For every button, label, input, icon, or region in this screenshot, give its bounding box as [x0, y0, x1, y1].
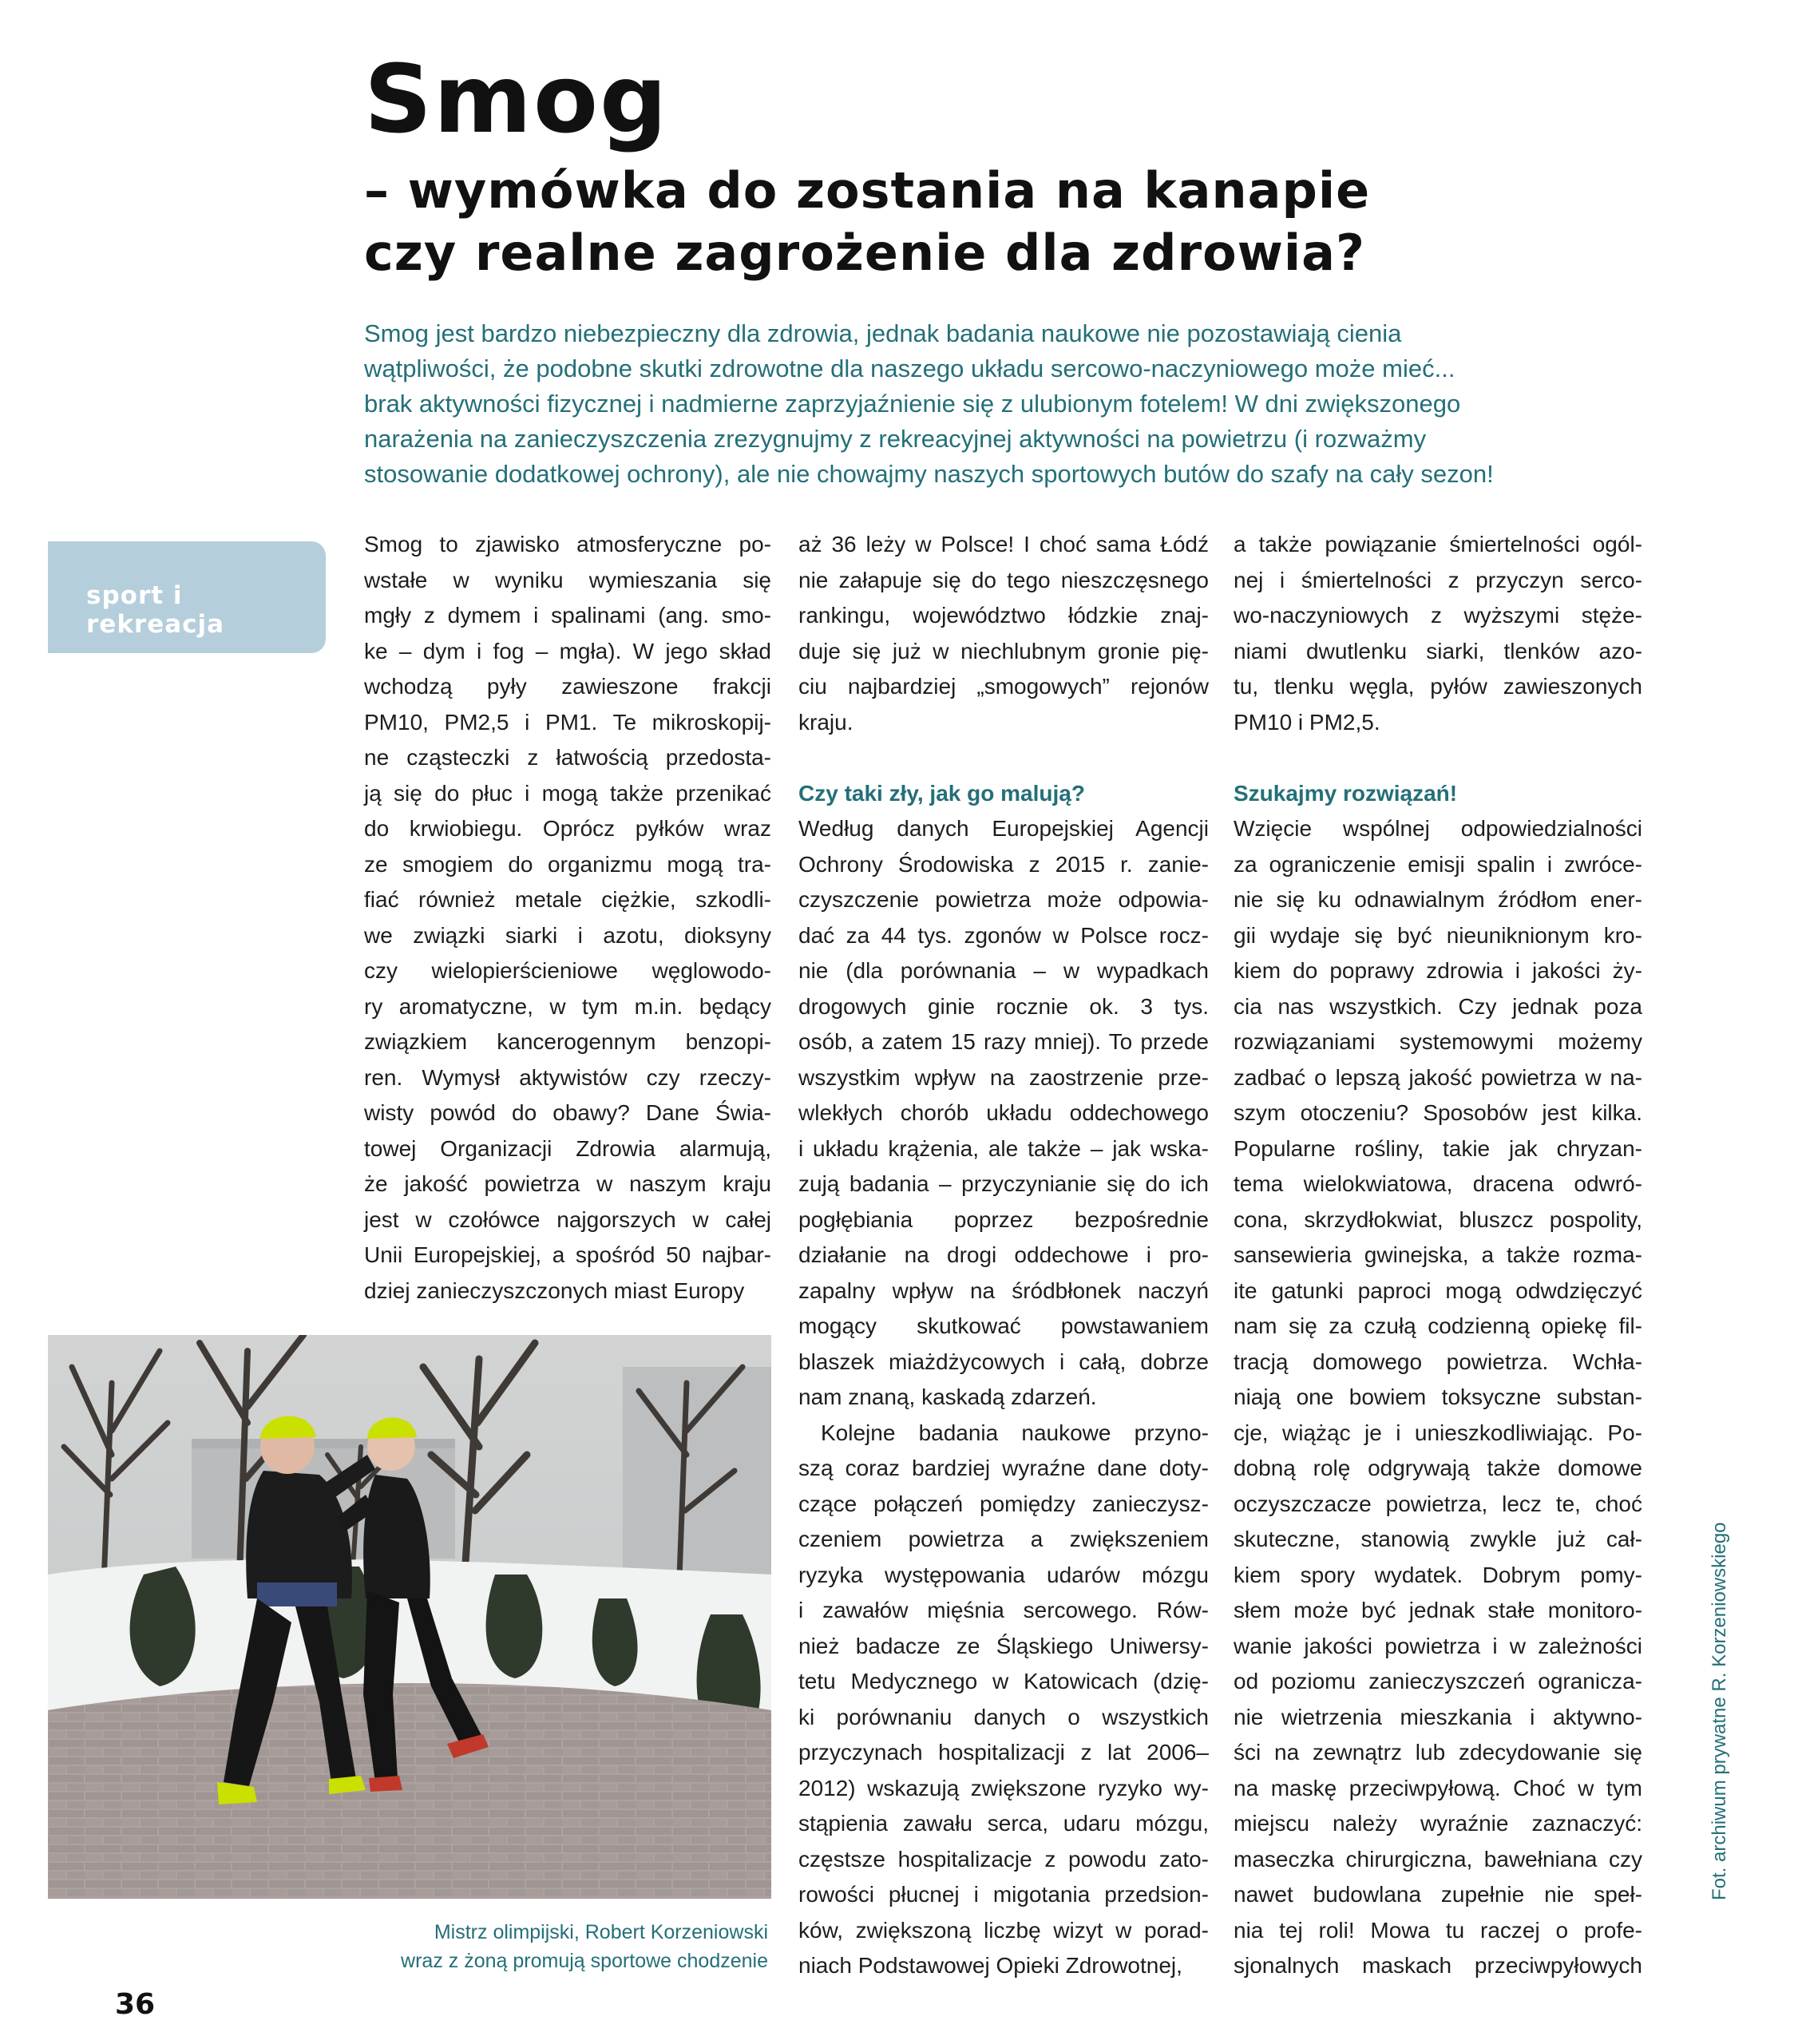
page-number: 36 — [115, 1988, 156, 2021]
lead-line: wątpliwości, że podobne skutki zdrowotne dla naszego układu sercowo-naczyniowego może mieć... — [364, 355, 1455, 382]
body-text-line: pogłębiania poprzez bezpośrednie — [798, 1206, 1209, 1232]
body-text-line: cona, skrzydłokwiat, bluszcz pospolity, — [1234, 1206, 1642, 1232]
body-text-line: zapalny wpływ na śródbłonek naczyń — [798, 1278, 1209, 1303]
article-lead — [364, 316, 1673, 492]
body-text-line: maseczka chirurgiczna, bawełniana czy — [1234, 1846, 1642, 1872]
caption-line: Mistrz olimpijski, Robert Korzeniowski — [434, 1921, 768, 1943]
body-text-line: ków, zwiększoną liczbę wizyt w porad- — [798, 1917, 1209, 1943]
column-2 — [798, 527, 1209, 1984]
photo-runners-in-snowy-park — [48, 1335, 771, 1899]
body-text-line: ze smogiem do organizmu mogą tra- — [364, 851, 771, 877]
article-photo — [48, 1335, 771, 1899]
body-text-line: że jakość powietrza w naszym kraju — [364, 1171, 771, 1196]
body-text-line: nie (dla porównania – w wypadkach — [798, 958, 1209, 983]
lead-line: narażenia na zanieczyszczenia zrezygnujmy z rekreacyjnej aktywności na powietrzu (i rozważmy — [364, 425, 1427, 453]
body-text-line: rankingu, województwo łódzkie znaj- — [798, 603, 1209, 628]
body-text-line: sansewieria gwinejska, a także rozma- — [1234, 1242, 1642, 1267]
body-text-line: Popularne rośliny, takie jak chryzan- — [1234, 1135, 1642, 1161]
section-heading: Szukajmy rozwiązań! — [1234, 780, 1458, 806]
body-text-line: Ochrony Środowiska z 2015 r. zanie- — [798, 851, 1209, 877]
body-text-line: nia tej roli! Mowa tu raczej o profe- — [1234, 1917, 1642, 1943]
lead-line: brak aktywności fizycznej i nadmierne zaprzyjaźnienie się z ulubionym fotelem! W dni zwiększonego — [364, 390, 1461, 418]
body-text-line: od poziomu zanieczyszczeń ogranicza- — [1234, 1669, 1642, 1693]
subtitle-line: – wymówka do zostania na kanapie — [364, 161, 1371, 220]
article-title: Smog — [364, 44, 669, 154]
body-text-line: wszystkim wpływ na zaostrzenie prze- — [798, 1064, 1209, 1090]
column-1 — [364, 527, 771, 1309]
body-text-line: tracją domowego powietrza. Wchła- — [1234, 1349, 1642, 1374]
body-text-line: słem może być jednak stałe monitoro- — [1234, 1598, 1642, 1622]
body-text-line: gii wydaje się być nieuniknionym kro- — [1234, 922, 1642, 948]
body-text-line: 2012) wskazują zwiększone ryzyko wy- — [798, 1775, 1209, 1800]
body-text-line: tema wielokwiatowa, dracena odwró- — [1234, 1171, 1642, 1196]
section-tab — [48, 541, 326, 653]
body-text-line: nej i śmiertelności z przyczyn serco- — [1234, 567, 1642, 592]
body-text-line: ciu najbardziej „smogowych” rejonów — [798, 674, 1209, 699]
body-text-line: stąpienia zawału serca, udaru mózgu, — [798, 1811, 1209, 1836]
body-text-line: ryzyka występowania udarów mózgu — [798, 1562, 1209, 1587]
body-text-line: skuteczne, stanowią zwykle już cał- — [1234, 1527, 1642, 1551]
body-text-line: nam się za czułą codzienną opiekę fil- — [1234, 1313, 1642, 1338]
body-text-line: Według danych Europejskiej Agencji — [798, 816, 1209, 841]
body-text-line: częstsze hospitalizacje z powodu zato- — [798, 1846, 1209, 1872]
body-text-line: Wzięcie wspólnej odpowiedzialności — [1234, 816, 1642, 841]
body-text-line: niach Podstawowej Opieki Zdrowotnej, — [798, 1953, 1182, 1978]
column-3 — [1234, 527, 1642, 1984]
body-text-line: Smog to zjawisko atmosferyczne po- — [364, 532, 771, 557]
lead-line: stosowanie dodatkowej ochrony), ale nie chowajmy naszych sportowych butów do szafy na cały sezon! — [364, 460, 1494, 488]
body-text-line: dobną rolę odgrywają także domowe — [1234, 1456, 1642, 1480]
body-text-line: kraju. — [798, 709, 853, 735]
body-text-line: czyszczenie powietrza może odpowia- — [798, 887, 1209, 912]
article-subtitle — [364, 160, 1370, 284]
body-text-line: zadbać o lepszą jakość powietrza w na- — [1234, 1064, 1642, 1090]
body-text-line: wanie jakości powietrza i w zależności — [1234, 1633, 1642, 1658]
body-text-line: ite gatunki paproci mogą odwdzięczyć — [1234, 1278, 1642, 1303]
body-text-line: Kolejne badania naukowe przyno- — [821, 1420, 1209, 1445]
body-text-line: przyczynach hospitalizacji z lat 2006– — [798, 1740, 1209, 1765]
body-text-line: ści na zewnątrz lub zdecydowanie się — [1234, 1740, 1642, 1765]
body-text-line: dziej zanieczyszczonych miast Europy — [364, 1278, 745, 1303]
body-text-line: czy wielopierścieniowe węglowodo- — [364, 958, 771, 983]
body-text-line: PM10, PM2,5 i PM1. Te mikroskopij- — [364, 709, 771, 735]
body-text-line: PM10 i PM2,5. — [1234, 709, 1380, 735]
body-text-line: osób, a zatem 15 razy mniej). To przede — [798, 1029, 1209, 1054]
body-text-line: związkiem kancerogennym benzopi- — [364, 1029, 771, 1054]
body-text-line: towej Organizacji Zdrowia alarmują, — [364, 1135, 771, 1161]
body-text-line: czące połączeń pomiędzy zanieczysz- — [798, 1491, 1209, 1516]
body-text-line: tu, tlenku węgla, pyłów zawieszonych — [1234, 674, 1642, 699]
body-text-line: na maskę przeciwpyłową. Choć w tym — [1234, 1775, 1642, 1800]
body-text-line: mogący skutkować powstawaniem — [798, 1313, 1209, 1338]
body-text-line: oczyszczacze powietrza, lecz te, choć — [1234, 1491, 1642, 1516]
body-text-line: i układu krążenia, ale także – jak wska- — [798, 1135, 1209, 1161]
body-text-line: dać za 44 tys. zgonów w Polsce rocz- — [798, 922, 1209, 948]
body-text-line: sjonalnych maskach przeciwpyłowych — [1234, 1953, 1642, 1978]
body-text-line: tetu Medycznego w Katowicach (dzię- — [798, 1669, 1209, 1693]
body-text-line: ki porównaniu danych o wszystkich — [798, 1704, 1209, 1729]
body-text-line: wstałe w wyniku wymieszania się — [364, 567, 771, 592]
body-text-line: ne cząsteczki z łatwością przedosta- — [364, 745, 771, 770]
body-text-line: ke – dym i fog – mgła). W jego skład — [364, 638, 771, 664]
body-text-line: niają one bowiem toksyczne substan- — [1234, 1384, 1642, 1409]
body-text-line: fiać również metale ciężkie, szkodli- — [364, 887, 771, 912]
body-text-line: nam znaną, kaskadą zdarzeń. — [798, 1384, 1097, 1409]
body-text-line: ją się do płuc i mogą także przenikać — [364, 780, 771, 806]
body-text-line: nie się ku odnawialnym źródłom ener- — [1234, 887, 1642, 912]
body-text-line: ry aromatyczne, w tym m.in. będący — [364, 993, 771, 1019]
body-text-line: miejscu należy wyraźnie zaznaczyć: — [1234, 1811, 1642, 1836]
body-text-line: i zawałów mięśnia sercowego. Rów- — [798, 1598, 1209, 1622]
body-text-line: rozwiązaniami systemowymi możemy — [1234, 1029, 1642, 1054]
body-text-line: Unii Europejskiej, a spośród 50 najbar- — [364, 1242, 771, 1267]
body-text-line: wisty powód do obawy? Dane Świa- — [364, 1100, 771, 1125]
body-text-line: nież badacze ze Śląskiego Uniwersy- — [798, 1633, 1209, 1658]
body-text-line: kiem do poprawy zdrowia i jakości ży- — [1234, 958, 1642, 983]
body-text-line: wchodzą pyły zawieszone frakcji — [364, 674, 771, 699]
body-text-line: cia nas wszystkich. Czy jednak poza — [1234, 993, 1642, 1019]
body-text-line: kiem spory wydatek. Dobrym pomy- — [1234, 1562, 1642, 1587]
body-text-line: nie załapuje się do tego nieszczęsnego — [798, 567, 1209, 592]
body-text-line: za ograniczenie emisji spalin i zwróce- — [1234, 851, 1642, 877]
section-tab-label: sport i rekreacja — [86, 581, 225, 639]
body-text-line: niami dwutlenku siarki, tlenków azo- — [1234, 638, 1642, 664]
body-text-line: mgły z dymem i spalinami (ang. smo- — [364, 603, 771, 628]
body-text-line: we związki siarki i azotu, dioksyny — [364, 922, 771, 948]
body-text-line: szym otoczeniu? Sposobów jest kilka. — [1234, 1100, 1642, 1125]
body-text-line: szą coraz bardziej wyraźne dane doty- — [798, 1456, 1209, 1480]
body-text-line: nie wietrzenia mieszkania i aktywno- — [1234, 1704, 1642, 1729]
body-text-line: czeniem powietrza a zwiększeniem — [798, 1527, 1209, 1551]
body-text-line: drogowych ginie rocznie ok. 3 tys. — [798, 993, 1209, 1019]
body-text-line: działanie na drogi oddechowe i pro- — [798, 1242, 1209, 1267]
photo-caption — [287, 1918, 768, 1975]
body-text-line: a także powiązanie śmiertelności ogól- — [1234, 532, 1642, 557]
subtitle-line: czy realne zagrożenie dla zdrowia? — [364, 224, 1365, 282]
body-text-line: ren. Wymysł aktywistów czy rzeczy- — [364, 1064, 771, 1090]
body-text-line: duje się już w niechlubnym gronie pię- — [798, 638, 1209, 664]
body-text-line: wo-naczyniowych z wyższymi stęże- — [1234, 603, 1642, 628]
body-text-line: zują badania – przyczynianie się do ich — [798, 1171, 1209, 1196]
body-text-line: jest w czołówce najgorszych w całej — [364, 1206, 771, 1232]
body-text-line: do krwiobiegu. Oprócz pyłków wraz — [364, 816, 771, 841]
section-heading: Czy taki zły, jak go malują? — [798, 780, 1085, 806]
body-text-line: cje, wiążąc je i unieszkodliwiając. Po- — [1234, 1420, 1642, 1445]
body-text-line: wlekłych chorób układu oddechowego — [798, 1100, 1209, 1125]
photo-credit: Fot. archiwum prywatne R. Korzeniowskiego — [1709, 1522, 1730, 1900]
lead-line: Smog jest bardzo niebezpieczny dla zdrowia, jednak badania naukowe nie pozostawiają cienia — [364, 319, 1402, 347]
body-text-line: rowości płucnej i migotania przedsion- — [798, 1882, 1209, 1907]
body-text-line: nawet budowlana zupełnie nie speł- — [1234, 1882, 1642, 1907]
caption-line: wraz z żoną promują sportowe chodzenie — [401, 1950, 768, 1972]
body-text-line: aż 36 leży w Polsce! I choć sama Łódź — [798, 532, 1209, 557]
body-text-line: blaszek miażdżycowych i całą, dobrze — [798, 1349, 1209, 1374]
